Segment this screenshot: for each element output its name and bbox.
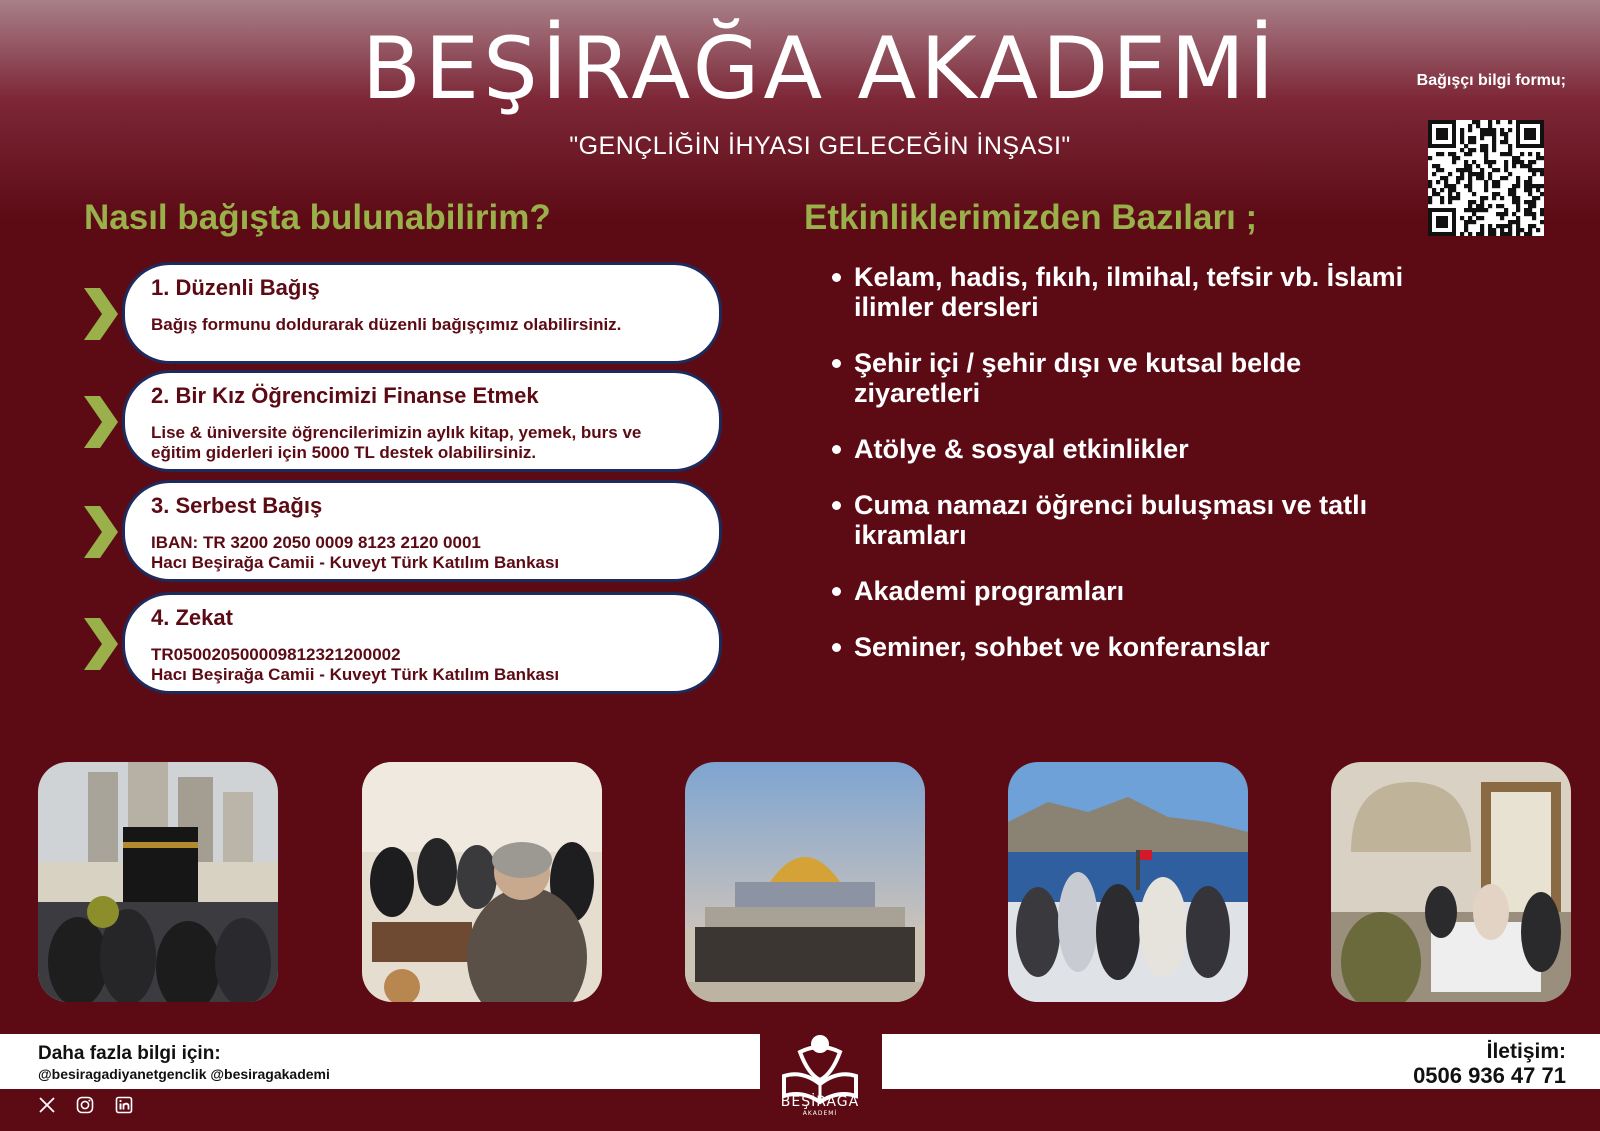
linkedin-icon[interactable] [115, 1096, 133, 1114]
donation-option-text: Lise & üniversite öğrencilerimizin aylık kitap, yemek, burs ve eğitim giderleri için 5000 TL destek olabilirsiniz. [151, 423, 642, 462]
brand-title: BEŞİRAĞA AKADEMİ [361, 19, 1279, 119]
donation-option-zakat [82, 592, 722, 694]
donation-option-regular [82, 262, 722, 364]
iban-text: IBAN: TR 3200 2050 0009 8123 2120 0001 [151, 533, 481, 552]
photo-kaaba [38, 762, 278, 1002]
social-handles[interactable]: @besiragadiyanetgenclik @besiragakademi [38, 1066, 330, 1082]
donation-heading: Nasıl bağışta bulunabilirim? [84, 198, 551, 237]
donation-option-sponsor-student [82, 370, 722, 472]
photo-dining-hall [1331, 762, 1571, 1002]
donation-option-title: 2. Bir Kız Öğrencimizi Finanse Etmek [151, 383, 539, 408]
logo-name: BEŞİRAĞA [780, 1094, 860, 1110]
photo-lecture [362, 762, 602, 1002]
chevron-right-icon [82, 396, 120, 448]
event-item: Akademi programları [832, 576, 1432, 606]
donation-option-title: 4. Zekat [151, 605, 233, 630]
x-icon[interactable] [38, 1096, 56, 1114]
bank-text: Hacı Beşirağa Camii - Kuveyt Türk Katılım Bankası [151, 553, 560, 572]
brand-slogan: "GENÇLİĞİN İHYASI GELECEĞİN İNŞASI" [569, 132, 1071, 160]
qr-code-graphic [1428, 120, 1544, 236]
more-info-label: Daha fazla bilgi için: [38, 1043, 221, 1064]
qr-code-icon[interactable] [1428, 120, 1544, 236]
contact-phone[interactable]: 0506 936 47 71 [1413, 1063, 1566, 1088]
photo-dome-of-rock [685, 762, 925, 1002]
logo-subtitle: AKADEMİ [802, 1110, 838, 1117]
donation-card [122, 592, 722, 694]
logo-text [760, 1094, 880, 1117]
event-item: Şehir içi / şehir dışı ve kutsal belde ziyaretleri [832, 348, 1432, 408]
event-item: Atölye & sosyal etkinlikler [832, 434, 1432, 464]
events-heading: Etkinliklerimizden Bazıları ; [804, 198, 1258, 237]
donation-option-text [151, 645, 693, 685]
donation-card [122, 370, 722, 472]
donation-option-title: 1. Düzenli Bağış [151, 275, 320, 300]
chevron-right-icon [82, 618, 120, 670]
bank-text: Hacı Beşirağa Camii - Kuveyt Türk Katılım Bankası [151, 665, 560, 684]
donation-card [122, 262, 722, 364]
iban-text: TR050020500009812321200002 [151, 645, 401, 664]
instagram-icon[interactable] [76, 1096, 94, 1114]
event-item: Kelam, hadis, fıkıh, ilmihal, tefsir vb. İslami ilimler dersleri [832, 262, 1432, 322]
donation-option-text: Bağış formunu doldurarak düzenli bağışçımız olabilirsiniz. [151, 315, 622, 334]
chevron-right-icon [82, 288, 120, 340]
events-list [832, 262, 1432, 688]
qr-label: Bağışçı bilgi formu; [1416, 72, 1566, 89]
donation-card [122, 480, 722, 582]
donation-option-free [82, 480, 722, 582]
chevron-right-icon [82, 506, 120, 558]
donation-option-title: 3. Serbest Bağış [151, 493, 323, 518]
photo-group-seaside [1008, 762, 1248, 1002]
social-icons [38, 1096, 149, 1116]
event-item: Cuma namazı öğrenci buluşması ve tatlı ikramları [832, 490, 1432, 550]
contact-label: İletişim: [1486, 1040, 1566, 1063]
donation-option-text [151, 533, 693, 573]
event-item: Seminer, sohbet ve konferanslar [832, 632, 1432, 662]
